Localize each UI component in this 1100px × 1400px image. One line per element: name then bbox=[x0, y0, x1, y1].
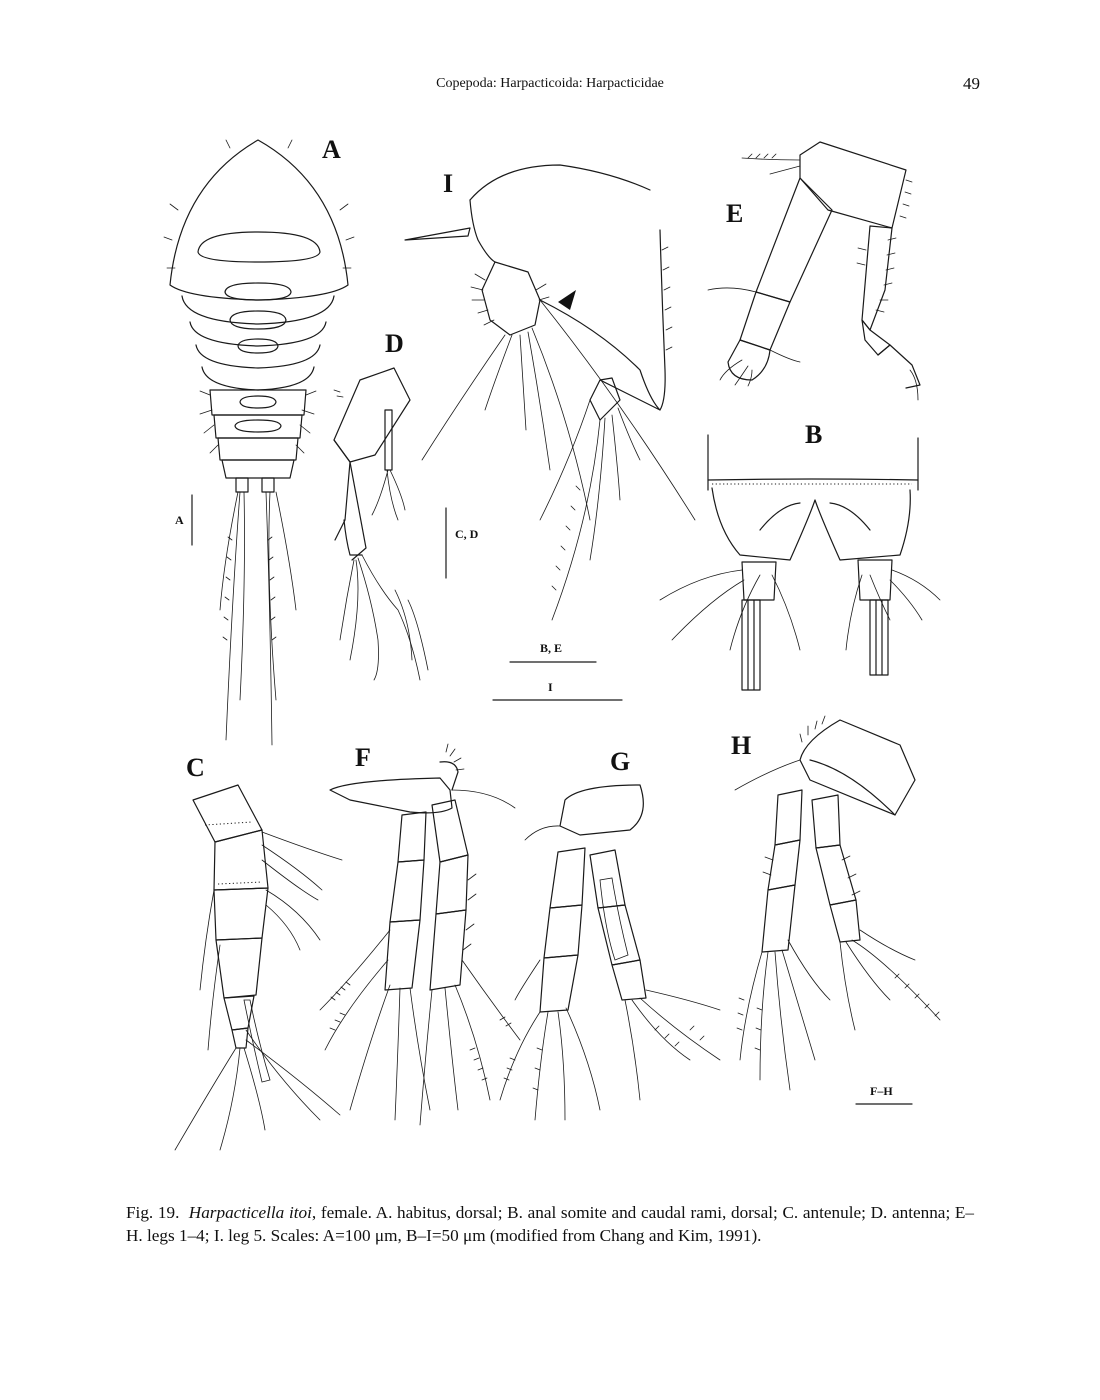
panel-label-a: A bbox=[322, 135, 341, 164]
panel-label-g: G bbox=[610, 747, 631, 776]
panel-label-e: E bbox=[726, 199, 744, 228]
panel-d-antenna-drawing bbox=[334, 368, 428, 680]
scale-bar-b-e-label: B, E bbox=[540, 641, 563, 655]
scale-bar-a-label: A bbox=[175, 513, 184, 527]
panel-label-b: B bbox=[805, 420, 823, 449]
figure-caption bbox=[126, 1201, 974, 1247]
scale-bar-f-h-label: F–H bbox=[870, 1084, 893, 1098]
scale-bar-i-label: I bbox=[548, 680, 553, 694]
panel-g-leg3-drawing bbox=[500, 785, 720, 1120]
panel-label-d: D bbox=[385, 329, 404, 358]
panel-i-leg5-drawing bbox=[405, 165, 695, 620]
panel-label-c: C bbox=[186, 753, 205, 782]
caption-fig-number: Fig. 19. bbox=[126, 1203, 180, 1222]
caption-species-name: Harpacticella itoi bbox=[188, 1203, 312, 1222]
panel-b-anal-somite-drawing bbox=[660, 435, 940, 690]
panel-h-leg4-drawing bbox=[735, 716, 940, 1090]
caption-text: , female. A. habitus, dorsal; B. anal somite and caudal rami, dorsal; C. antenule; D. antenna; E–H. legs 1–4; I. leg 5. Scales: A=100 μm, B–I=50 μm (modified from Chang and Kim, 1991). bbox=[126, 1203, 974, 1245]
panel-label-i: I bbox=[443, 169, 454, 198]
scale-bar-c-d-label: C, D bbox=[455, 527, 479, 541]
page-number: 49 bbox=[963, 74, 980, 93]
panel-label-h: H bbox=[731, 731, 752, 760]
panel-a-habitus-drawing bbox=[164, 140, 354, 745]
panel-c-antennule-drawing bbox=[175, 785, 342, 1150]
panel-e-leg1-drawing bbox=[708, 142, 920, 400]
panel-f-leg2-drawing bbox=[320, 744, 520, 1125]
running-title: Copepoda: Harpacticoida: Harpacticidae bbox=[436, 76, 664, 91]
panel-label-f: F bbox=[355, 743, 371, 772]
